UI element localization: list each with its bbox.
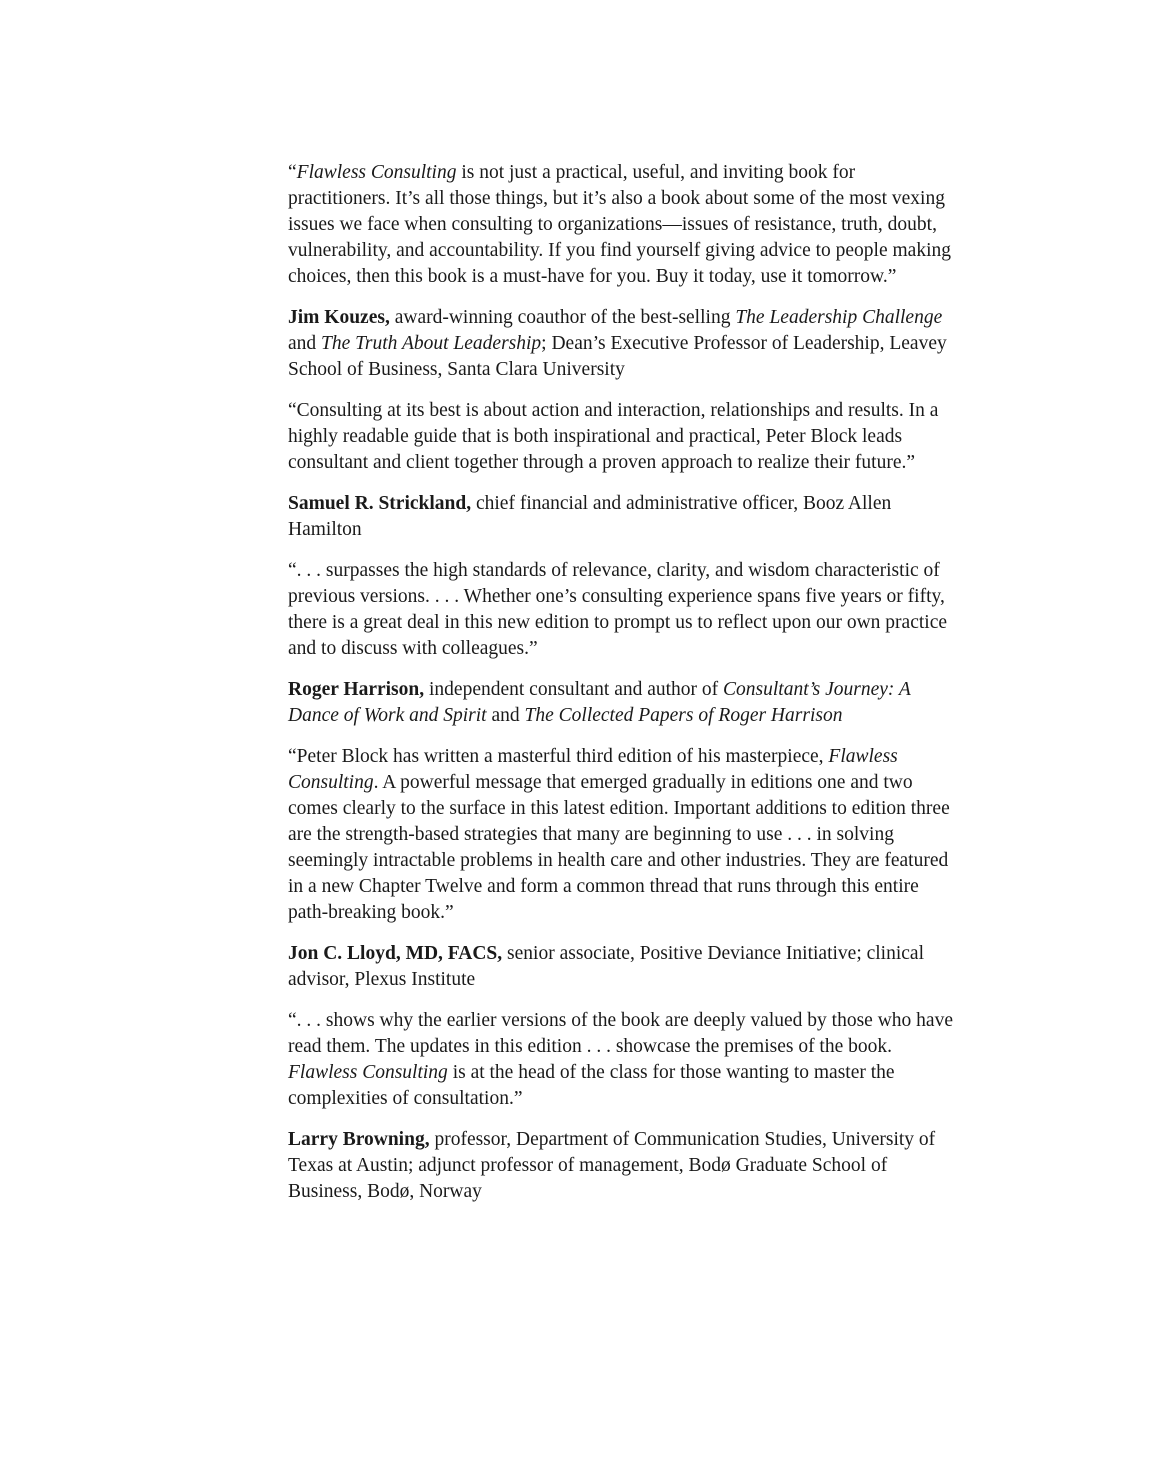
text-run: . A powerful message that emerged gradually in editions one and two comes clearly to the surface in this latest edition. Important additions to edition three are the strength-based strategies that many are beginning to use . . . in solving seemingly intractable problems in health care and other industries. They are featured in a new Chapter Twelve and form a common thread that runs through this entire path-breaking book.” — [288, 772, 950, 923]
text-run: “. . . shows why the earlier versions of the book are deeply valued by those who have read them. The updates in this edition . . . showcase the premises of the book. — [288, 1010, 953, 1057]
endorsement-quote — [288, 558, 960, 662]
text-run: chief financial and administrative officer, Booz Allen Hamilton — [288, 493, 892, 540]
text-run: “Peter Block has written a masterful third edition of his masterpiece, — [288, 746, 829, 767]
endorsements-page — [288, 160, 960, 1220]
text-run: senior associate, Positive Deviance Initiative; clinical advisor, Plexus Institute — [288, 943, 924, 990]
endorsement-quote — [288, 398, 960, 476]
italic-title-text: Flawless Consulting — [288, 746, 898, 793]
italic-title-text: Flawless Consulting — [288, 1062, 448, 1083]
italic-title-text: The Collected Papers of Roger Harrison — [524, 705, 843, 726]
endorsement-quote — [288, 744, 960, 926]
italic-title-text: Consultant’s Journey: A Dance of Work and Spirit — [288, 679, 911, 726]
endorser-name: Samuel R. Strickland, — [288, 493, 472, 514]
text-run: professor, Department of Communication Studies, University of Texas at Austin; adjunct professor of management, Bodø Graduate School of Business, Bodø, Norway — [288, 1129, 936, 1202]
text-run: award-winning coauthor of the best-selling — [389, 307, 736, 328]
italic-title-text: The Leadership Challenge — [735, 307, 943, 328]
endorser-name: Larry Browning, — [288, 1129, 430, 1150]
text-run: and — [288, 333, 322, 354]
endorsement-quote — [288, 160, 960, 290]
text-run: independent consultant and author of — [424, 679, 724, 700]
endorsement-attribution — [288, 941, 960, 993]
endorsement-attribution — [288, 305, 960, 383]
endorser-name: Jon C. Lloyd, MD, FACS, — [288, 943, 503, 964]
text-run: “ — [288, 162, 297, 183]
text-run: is at the head of the class for those wanting to master the complexities of consultation.” — [288, 1062, 895, 1109]
italic-title-text: Flawless Consulting — [296, 162, 457, 183]
endorsement-attribution — [288, 677, 960, 729]
text-run: is not just a practical, useful, and inviting book for practitioners. It’s all those things, but it’s also a book about some of the most vexing issues we face when consulting to organizations—issues of resistance, truth, doubt, vulnerability, and accountability. If you find yourself giving advice to people making choices, then this book is a must-have for you. Buy it today, use it tomorrow.” — [288, 162, 951, 287]
endorser-name: Jim Kouzes, — [288, 307, 390, 328]
endorsement-attribution — [288, 1127, 960, 1205]
text-run: “Consulting at its best is about action and interaction, relationships and results. In a highly readable guide that is both inspirational and practical, Peter Block leads consultant and client together through a proven approach to realize their future.” — [288, 400, 939, 473]
endorser-name: Roger Harrison, — [288, 679, 425, 700]
text-run: ; Dean’s Executive Professor of Leadership, Leavey School of Business, Santa Clara University — [288, 333, 947, 380]
endorsement-quote — [288, 1008, 960, 1112]
text-run: “. . . surpasses the high standards of relevance, clarity, and wisdom characteristic of previous versions. . . . Whether one’s consulting experience spans five years or fifty, there is a great deal in this new edition to prompt us to reflect upon our own practice and to discuss with colleagues.” — [288, 560, 948, 659]
endorsement-attribution — [288, 491, 960, 543]
text-run: and — [486, 705, 525, 726]
italic-title-text: The Truth About Leadership — [321, 333, 542, 354]
